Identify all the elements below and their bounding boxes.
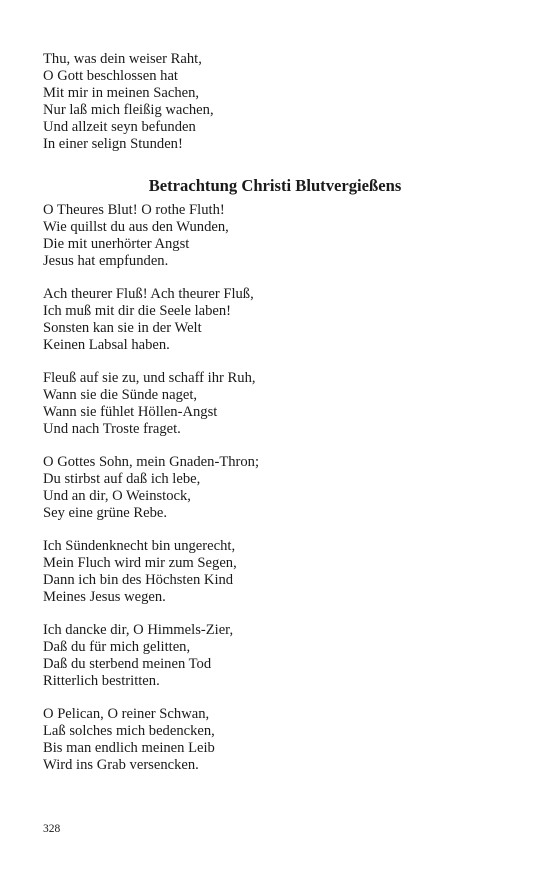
verse-line: Wann sie fühlet Höllen-Angst xyxy=(43,404,218,420)
verse-line: Ich muß mit dir die Seele laben! xyxy=(43,303,232,319)
verse-line: Du stirbst auf daß ich lebe, xyxy=(43,471,201,487)
verse-line: Mein Fluch wird mir zum Segen, xyxy=(43,555,237,571)
stanza-4 xyxy=(43,454,513,522)
verse-line: O Theures Blut! O rothe Fluth! xyxy=(43,202,225,218)
verse-line: Daß du für mich gelitten, xyxy=(43,639,191,655)
verse-line: Laß solches mich bedencken, xyxy=(43,723,215,739)
verse-line: Ritterlich bestritten. xyxy=(43,673,160,689)
stanza-7 xyxy=(43,706,513,774)
verse-line: Und nach Troste fraget. xyxy=(43,421,181,437)
verse-line: Wann sie die Sünde naget, xyxy=(43,387,198,403)
verse-line: Nur laß mich fleißig wachen, xyxy=(43,102,214,118)
intro-stanza xyxy=(43,51,513,153)
stanza-1 xyxy=(43,202,513,270)
verse-line: Daß du sterbend meinen Tod xyxy=(43,656,212,672)
poem-title: Betrachtung Christi Blutvergießens xyxy=(148,176,402,195)
verse-line: Und an dir, O Weinstock, xyxy=(43,488,191,504)
verse-line: Keinen Labsal haben. xyxy=(43,337,170,353)
stanza-2 xyxy=(43,286,513,354)
verse-line: Ach theurer Fluß! Ach theurer Fluß, xyxy=(43,286,254,302)
page-number: 328 xyxy=(43,823,61,835)
verse-line: Dann ich bin des Höchsten Kind xyxy=(43,572,234,588)
verse-line: Sey eine grüne Rebe. xyxy=(43,505,168,521)
verse-line: Jesus hat empfunden. xyxy=(43,253,169,269)
verse-line: Thu, was dein weiser Raht, xyxy=(43,51,202,67)
stanza-5 xyxy=(43,538,513,606)
stanza-3 xyxy=(43,370,513,438)
verse-line: Bis man endlich meinen Leib xyxy=(43,740,215,756)
verse-line: O Gottes Sohn, mein Gnaden-Thron; xyxy=(43,454,260,470)
verse-line: Wird ins Grab versencken. xyxy=(43,757,199,773)
stanza-6 xyxy=(43,622,513,690)
verse-line: Ich dancke dir, O Himmels-Zier, xyxy=(43,622,234,638)
verse-line: Ich Sündenknecht bin ungerecht, xyxy=(43,538,236,554)
verse-line: O Pelican, O reiner Schwan, xyxy=(43,706,210,722)
verse-line: Und allzeit seyn befunden xyxy=(43,119,196,135)
verse-line: Mit mir in meinen Sachen, xyxy=(43,85,200,101)
verse-line: Fleuß auf sie zu, und schaff ihr Ruh, xyxy=(43,370,256,386)
verse-line: In einer selign Stunden! xyxy=(43,136,183,152)
verse-line: O Gott beschlossen hat xyxy=(43,68,178,84)
verse-line: Die mit unerhörter Angst xyxy=(43,236,190,252)
verse-line: Wie quillst du aus den Wunden, xyxy=(43,219,229,235)
verse-line: Meines Jesus wegen. xyxy=(43,589,166,605)
verse-line: Sonsten kan sie in der Welt xyxy=(43,320,202,336)
